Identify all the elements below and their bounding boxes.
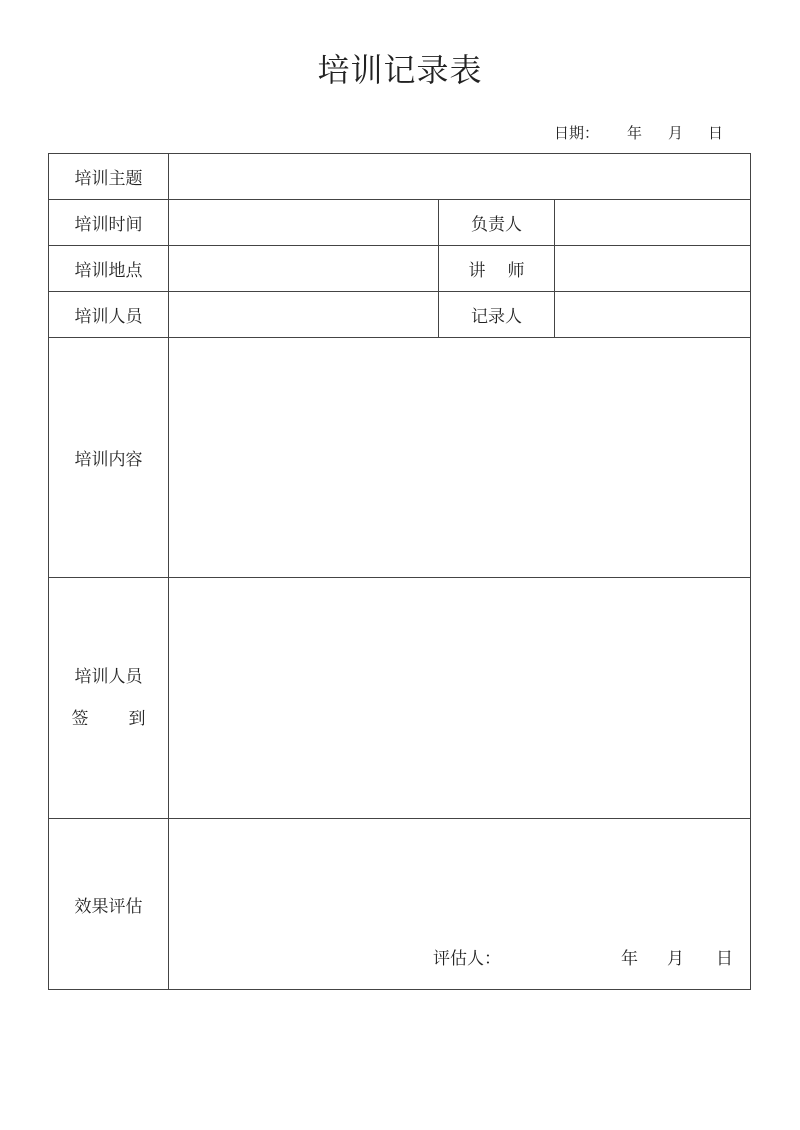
content-label: 培训内容 xyxy=(49,338,169,578)
page-title: 培训记录表 xyxy=(317,51,483,89)
date-day-unit: 日 xyxy=(708,124,724,142)
date-line xyxy=(0,122,800,144)
lecturer-label: 讲 师 xyxy=(468,261,525,281)
date-month-unit: 月 xyxy=(668,124,684,142)
lecturer-label-cell xyxy=(439,246,555,292)
topic-label: 培训主题 xyxy=(49,154,169,200)
date-year-unit: 年 xyxy=(627,124,643,142)
evaluation-label: 效果评估 xyxy=(49,819,169,990)
content-field[interactable] xyxy=(169,338,751,578)
signin-field[interactable] xyxy=(169,578,751,819)
signin-label-line2: 签 到 xyxy=(71,709,146,729)
location-field[interactable] xyxy=(169,246,439,292)
evaluation-footer xyxy=(169,947,750,971)
date-label: 日期： xyxy=(554,124,600,142)
topic-field[interactable] xyxy=(169,154,751,200)
training-record-table xyxy=(48,153,751,990)
recorder-field[interactable] xyxy=(555,292,751,338)
evaluator-label: 评估人： xyxy=(433,949,501,969)
eval-month-unit: 月 xyxy=(667,949,684,969)
eval-year-unit: 年 xyxy=(621,949,638,969)
owner-label: 负责人 xyxy=(439,200,555,246)
location-label: 培训地点 xyxy=(49,246,169,292)
evaluation-field[interactable] xyxy=(169,819,751,990)
eval-day-unit: 日 xyxy=(716,949,733,969)
signin-label-line1: 培训人员 xyxy=(74,667,143,687)
time-label: 培训时间 xyxy=(49,200,169,246)
owner-field[interactable] xyxy=(555,200,751,246)
attendees-field[interactable] xyxy=(169,292,439,338)
lecturer-field[interactable] xyxy=(555,246,751,292)
attendees-label: 培训人员 xyxy=(49,292,169,338)
time-field[interactable] xyxy=(169,200,439,246)
signin-label-cell xyxy=(49,578,169,819)
recorder-label: 记录人 xyxy=(439,292,555,338)
